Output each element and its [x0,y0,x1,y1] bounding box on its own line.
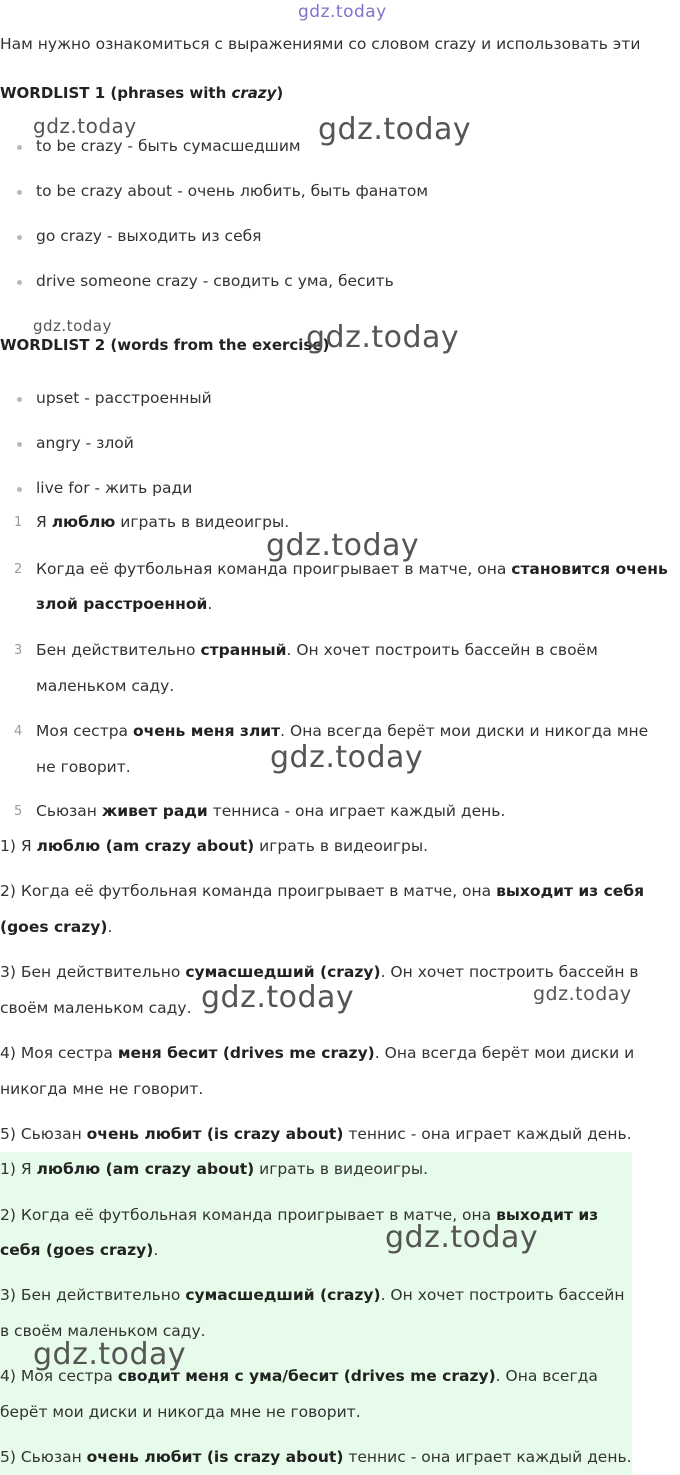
answer-line-cont: никогда мне не говорит. [0,1080,204,1098]
wordlist1-item: drive someone crazy - сводить с ума, бесить [36,272,394,290]
wordlist2-item: live for - жить ради [36,479,193,497]
clipped-line [0,70,680,76]
bullet-icon [17,190,22,195]
watermark: gdz.today [266,528,420,563]
answer-highlight-box [0,1152,632,1475]
final-answer-line: 5) Сьюзан очень любит (is crazy about) теннис - она играет каждый день. [0,1448,632,1466]
watermark: gdz.today [306,320,460,355]
exercise-item: Сьюзан живет ради тенниса - она играет каждый день. [36,802,506,820]
exercise-item: Бен действительно странный. Он хочет построить бассейн в своём [36,641,598,659]
watermark: gdz.today [33,317,112,335]
final-answer-line-cont: в своём маленьком саду. [0,1322,206,1340]
wordlist1-item: to be crazy - быть сумасшедшим [36,137,301,155]
answer-line: 2) Когда её футбольная команда проигрывает в матче, она выходит из себя [0,882,645,900]
answer-line: 3) Бен действительно сумасшедший (crazy). Он хочет построить бассейн в [0,963,639,981]
final-answer-line: 4) Моя сестра сводит меня с ума/бесит (drives me crazy). Она всегда [0,1367,598,1385]
exercise-number: 4 [14,724,23,739]
bullet-icon [17,235,22,240]
bullet-icon [17,442,22,447]
watermark: gdz.today [201,980,355,1015]
bullet-icon [17,145,22,150]
answer-line: 5) Сьюзан очень любит (is crazy about) теннис - она играет каждый день. [0,1125,632,1143]
wordlist2-item: upset - расстроенный [36,389,212,407]
bullet-icon [17,280,22,285]
exercise-item-cont: маленьком саду. [36,677,175,695]
bullet-icon [17,397,22,402]
watermark: gdz.today [318,112,472,147]
watermark: gdz.today [33,114,137,138]
wordlist1-title: WORDLIST 1 (phrases with crazy) [0,84,284,102]
watermark: gdz.today [33,1337,187,1372]
final-answer-line: 1) Я люблю (am crazy about) играть в видеоигры. [0,1160,429,1178]
exercise-item: Я люблю играть в видеоигры. [36,513,290,531]
final-answer-line: 3) Бен действительно сумасшедший (crazy). Он хочет построить бассейн [0,1286,625,1304]
wordlist2-item: angry - злой [36,434,134,452]
exercise-item-cont: злой расстроенной. [36,595,213,613]
final-answer-line: 2) Когда её футбольная команда проигрывает в матче, она выходит из [0,1206,599,1224]
final-answer-line-cont: берёт мои диски и никогда мне не говорит. [0,1403,361,1421]
answer-line: 4) Моя сестра меня бесит (drives me crazy). Она всегда берёт мои диски и [0,1044,635,1062]
exercise-item-cont: не говорит. [36,758,131,776]
exercise-number: 5 [14,804,23,819]
wordlist1-item: to be crazy about - очень любить, быть фанатом [36,182,429,200]
exercise-number: 1 [14,515,23,530]
answer-line-cont: (goes crazy). [0,918,113,936]
exercise-number: 2 [14,562,23,577]
bullet-icon [17,487,22,492]
watermark: gdz.today [533,983,632,1005]
exercise-number: 3 [14,643,23,658]
watermark-top: gdz.today [298,2,387,22]
exercise-item: Когда её футбольная команда проигрывает в матче, она становится очень [36,560,668,578]
wordlist2-title: WORDLIST 2 (words from the exercise) [0,336,330,354]
watermark: gdz.today [270,740,424,775]
exercise-item: Моя сестра очень меня злит. Она всегда берёт мои диски и никогда мне [36,722,649,740]
answer-line-cont: своём маленьком саду. [0,999,192,1017]
wordlist1-item: go crazy - выходить из себя [36,227,262,245]
final-answer-line-cont: себя (goes crazy). [0,1241,159,1259]
answer-line: 1) Я люблю (am crazy about) играть в видеоигры. [0,837,429,855]
watermark: gdz.today [385,1220,539,1255]
intro-text: Нам нужно ознакомиться с выражениями со словом crazy и использовать эти [0,35,641,53]
